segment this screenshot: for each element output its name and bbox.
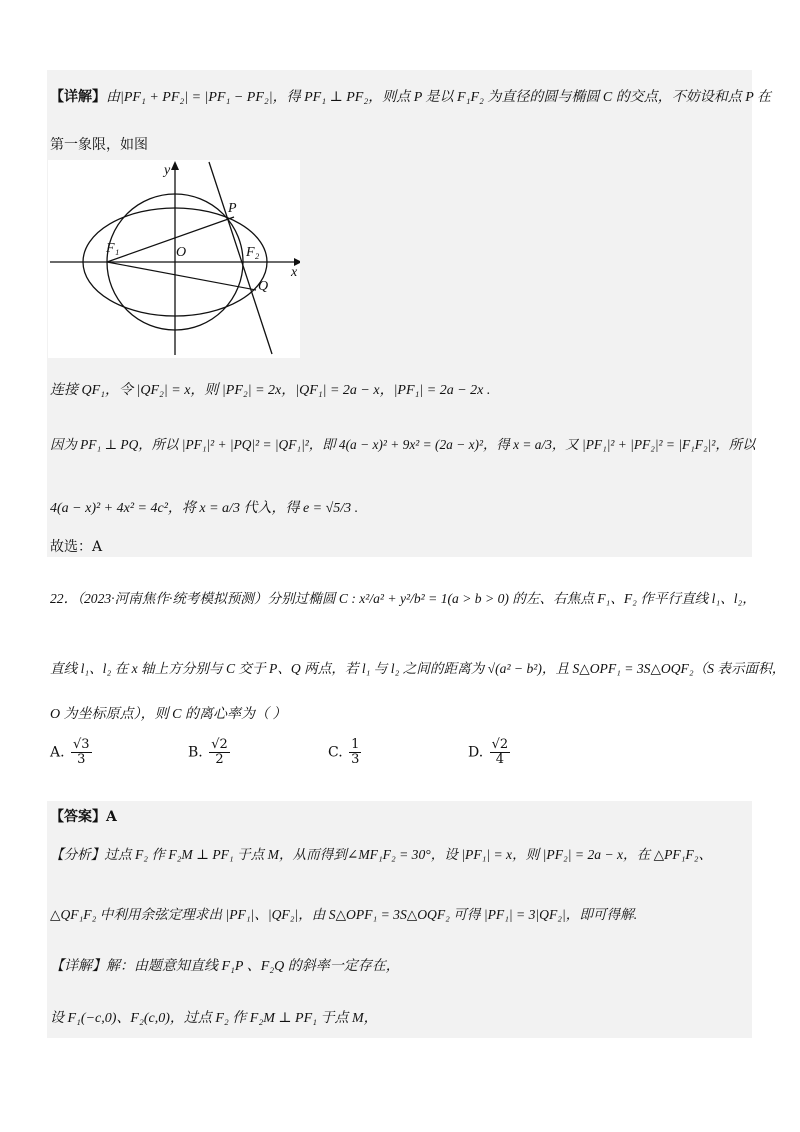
detail-line-1: 【详解】解：由题意知直线 F₁P 、F₂Q 的斜率一定存在， bbox=[50, 959, 400, 974]
figure-svg bbox=[48, 160, 300, 358]
choice-a-label: A. bbox=[50, 744, 65, 761]
question-line-1: 22．（2023·河南焦作·统考模拟预测）分别过椭圆 C : x²/a² + y²/b² = 1(a > b > 0) 的左、右焦点 F₁、F₂ 作平行直线 l₁、l₂， bbox=[50, 591, 756, 606]
solution-text-1: 由|PF₁ + PF₂| = |PF₁ − PF₂|，得 PF₁ ⊥ PF₂，则点 P 是以 F₁F₂ 为直径的圆与椭圆 C 的交点，不妨设和点 P 在 bbox=[106, 90, 771, 105]
choice-c-fraction: $\frac{1}{3}$ bbox=[351, 737, 360, 767]
label-q: Q bbox=[258, 279, 269, 294]
choice-a[interactable] bbox=[50, 738, 94, 767]
solution-line-2: 第一象限，如图 bbox=[50, 137, 148, 153]
label-p: P bbox=[228, 201, 237, 216]
segment-f1p bbox=[107, 217, 234, 262]
y-axis-arrow bbox=[171, 161, 179, 170]
question-line-2: 直线 l₁、l₂ 在 x 轴上方分别与 C 交于 P、Q 两点，若 l₁ 与 l₂ 之间的距离为 √(a² − b²)，且 S△OPF₁ = 3S△OQF₂（S 表示面积， bbox=[50, 661, 786, 676]
choice-b-fraction: $\frac{√2}{2}$ bbox=[211, 737, 228, 767]
choice-a-fraction: $\frac{√3}{3}$ bbox=[73, 737, 90, 767]
answer-line: 【答案】A bbox=[50, 809, 117, 825]
label-o: O bbox=[176, 245, 187, 260]
solution-line-4: 因为 PF₁ ⊥ PQ，所以 |PF₁|² + |PQ|² = |QF₁|²，即 4(a − x)² + 9x² = (2a − x)²，得 x = a/3，又 |PF₁|² + |PF₂|² = |F₁F₂|²，所以 bbox=[50, 437, 756, 452]
detail-label: 【详解】 bbox=[50, 89, 106, 105]
choice-b-label: B. bbox=[188, 744, 203, 761]
line-pq bbox=[209, 162, 272, 354]
detail-line-2: 设 F₁(−c,0)、F₂(c,0)，过点 F₂ 作 F₂M ⊥ PF₁ 于点 M， bbox=[50, 1011, 378, 1026]
label-x: x bbox=[291, 265, 298, 280]
solution-line-5: 4(a − x)² + 4x² = 4c²，将 x = a/3 代入，得 e = √5/3 . bbox=[50, 501, 359, 516]
choice-d[interactable] bbox=[468, 738, 512, 767]
analysis-line-1: 【分析】过点 F₂ 作 F₂M ⊥ PF₁ 于点 M，从而得到∠MF₁F₂ = 30°，设 |PF₁| = x，则 |PF₂| = 2a − x，在 △PF₁F₂、 bbox=[50, 847, 713, 862]
label-y: y bbox=[164, 163, 171, 178]
choice-d-fraction: $\frac{√2}{4}$ bbox=[491, 737, 509, 767]
question-line-3: O 为坐标原点），则 C 的离心率为（ ） bbox=[50, 707, 287, 722]
label-f2: F₂ bbox=[246, 245, 260, 260]
choice-d-label: D. bbox=[468, 744, 484, 761]
solution-line-1 bbox=[50, 88, 771, 107]
choice-c[interactable] bbox=[328, 738, 363, 767]
ellipse-circle-figure bbox=[48, 160, 300, 358]
solution-line-6: 故选：A bbox=[50, 539, 103, 555]
choice-b[interactable] bbox=[188, 738, 232, 767]
analysis-line-2: △QF₁F₂ 中利用余弦定理求出 |PF₁|、|QF₂|，由 S△OPF₁ = 3S△OQF₂ 可得 |PF₁| = 3|QF₂|，即可得解. bbox=[50, 907, 638, 922]
segment-f1q bbox=[107, 262, 256, 290]
solution-line-3: 连接 QF₁，令 |QF₂| = x，则 |PF₂| = 2x，|QF₁| = 2a − x，|PF₁| = 2a − 2x . bbox=[50, 383, 491, 398]
label-f1: F₁ bbox=[106, 241, 120, 256]
choice-c-label: C. bbox=[328, 744, 343, 761]
